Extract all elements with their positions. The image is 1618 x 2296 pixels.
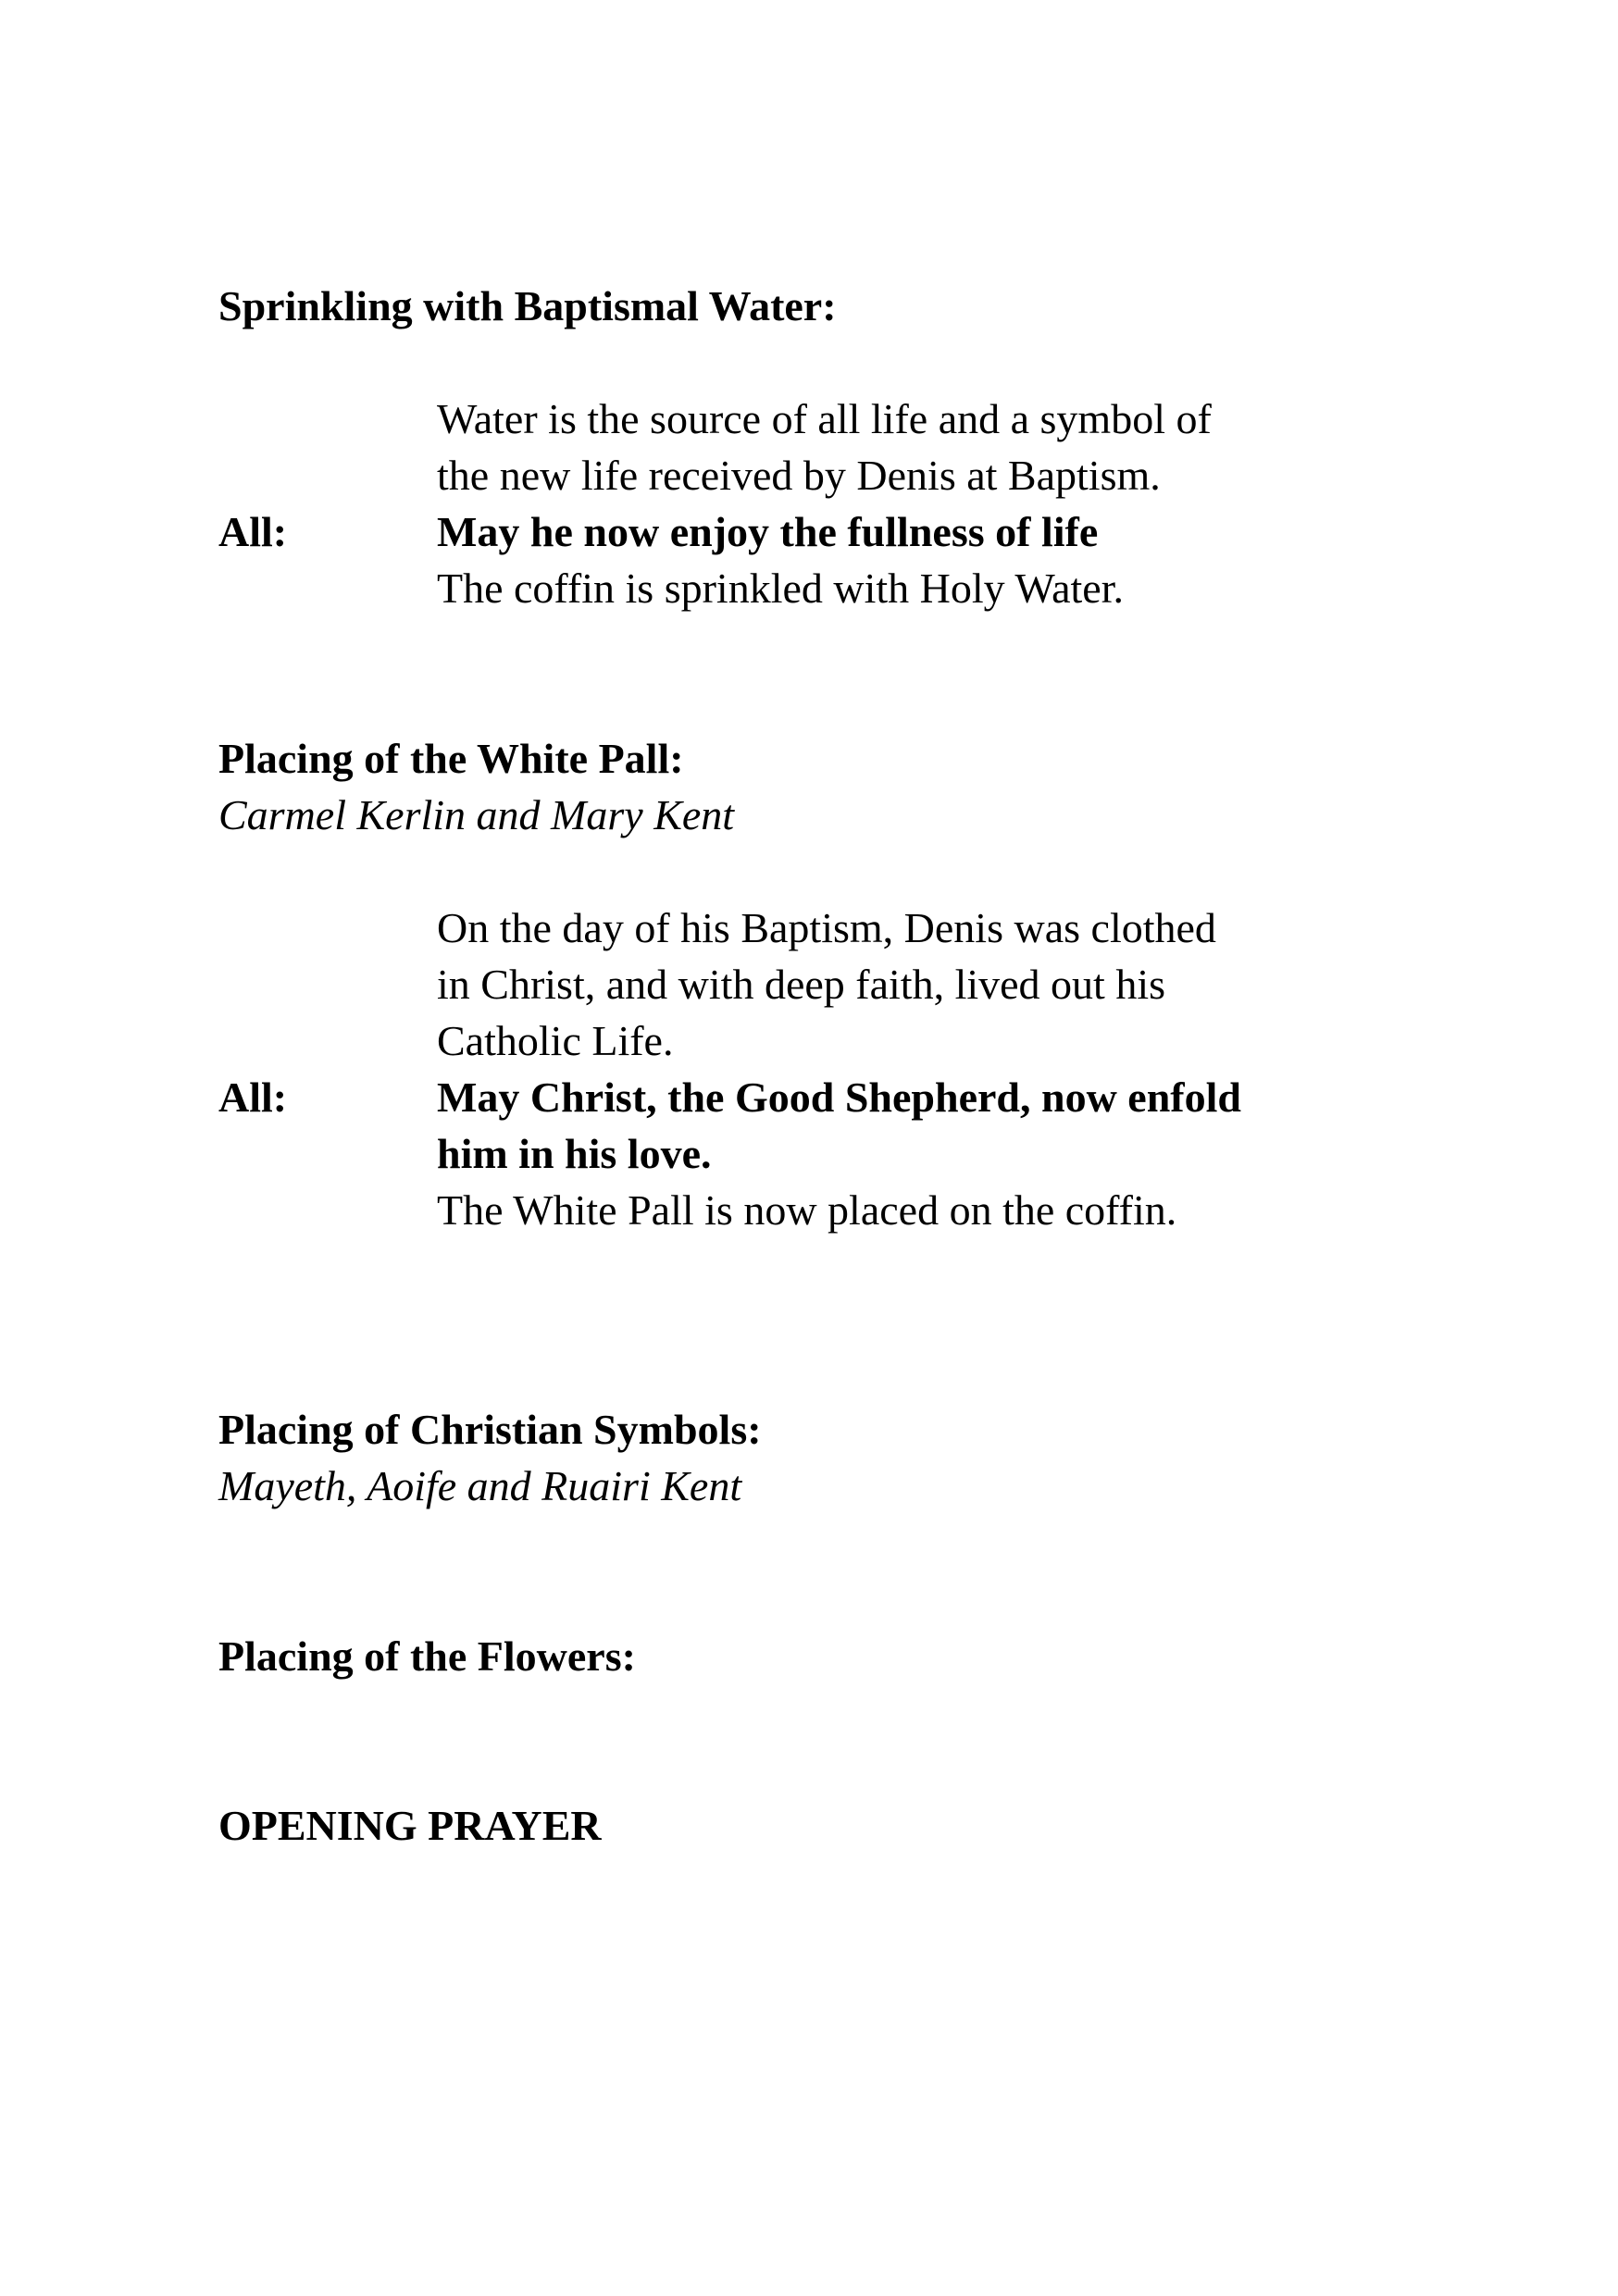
pall-response-1: May Christ, the Good Shepherd, now enfold <box>437 1074 1241 1121</box>
sprinkling-line-1: Water is the source of all life and a symbol of <box>437 395 1212 442</box>
opening-prayer-heading: OPENING PRAYER <box>218 1802 602 1849</box>
pall-line-2: in Christ, and with deep faith, lived out his <box>437 961 1166 1008</box>
sprinkling-line-2: the new life received by Denis at Baptism. <box>437 452 1161 499</box>
pall-line-1: On the day of his Baptism, Denis was clothed <box>437 904 1216 951</box>
pall-response-2: him in his love. <box>437 1130 712 1177</box>
sprinkling-speaker: All: <box>218 508 288 555</box>
pall-heading: Placing of the White Pall: <box>218 735 684 782</box>
pall-names: Carmel Kerlin and Mary Kent <box>218 791 735 838</box>
symbols-names: Mayeth, Aoife and Ruairi Kent <box>218 1462 742 1509</box>
sprinkling-heading: Sprinkling with Baptismal Water: <box>218 282 837 329</box>
pall-speaker: All: <box>218 1074 288 1121</box>
sprinkling-response: May he now enjoy the fullness of life <box>437 508 1099 555</box>
pall-rubric: The White Pall is now placed on the coffin. <box>437 1186 1177 1234</box>
flowers-heading: Placing of the Flowers: <box>218 1632 636 1680</box>
sprinkling-rubric: The coffin is sprinkled with Holy Water. <box>437 565 1124 612</box>
symbols-heading: Placing of Christian Symbols: <box>218 1406 762 1453</box>
pall-line-3: Catholic Life. <box>437 1017 674 1064</box>
